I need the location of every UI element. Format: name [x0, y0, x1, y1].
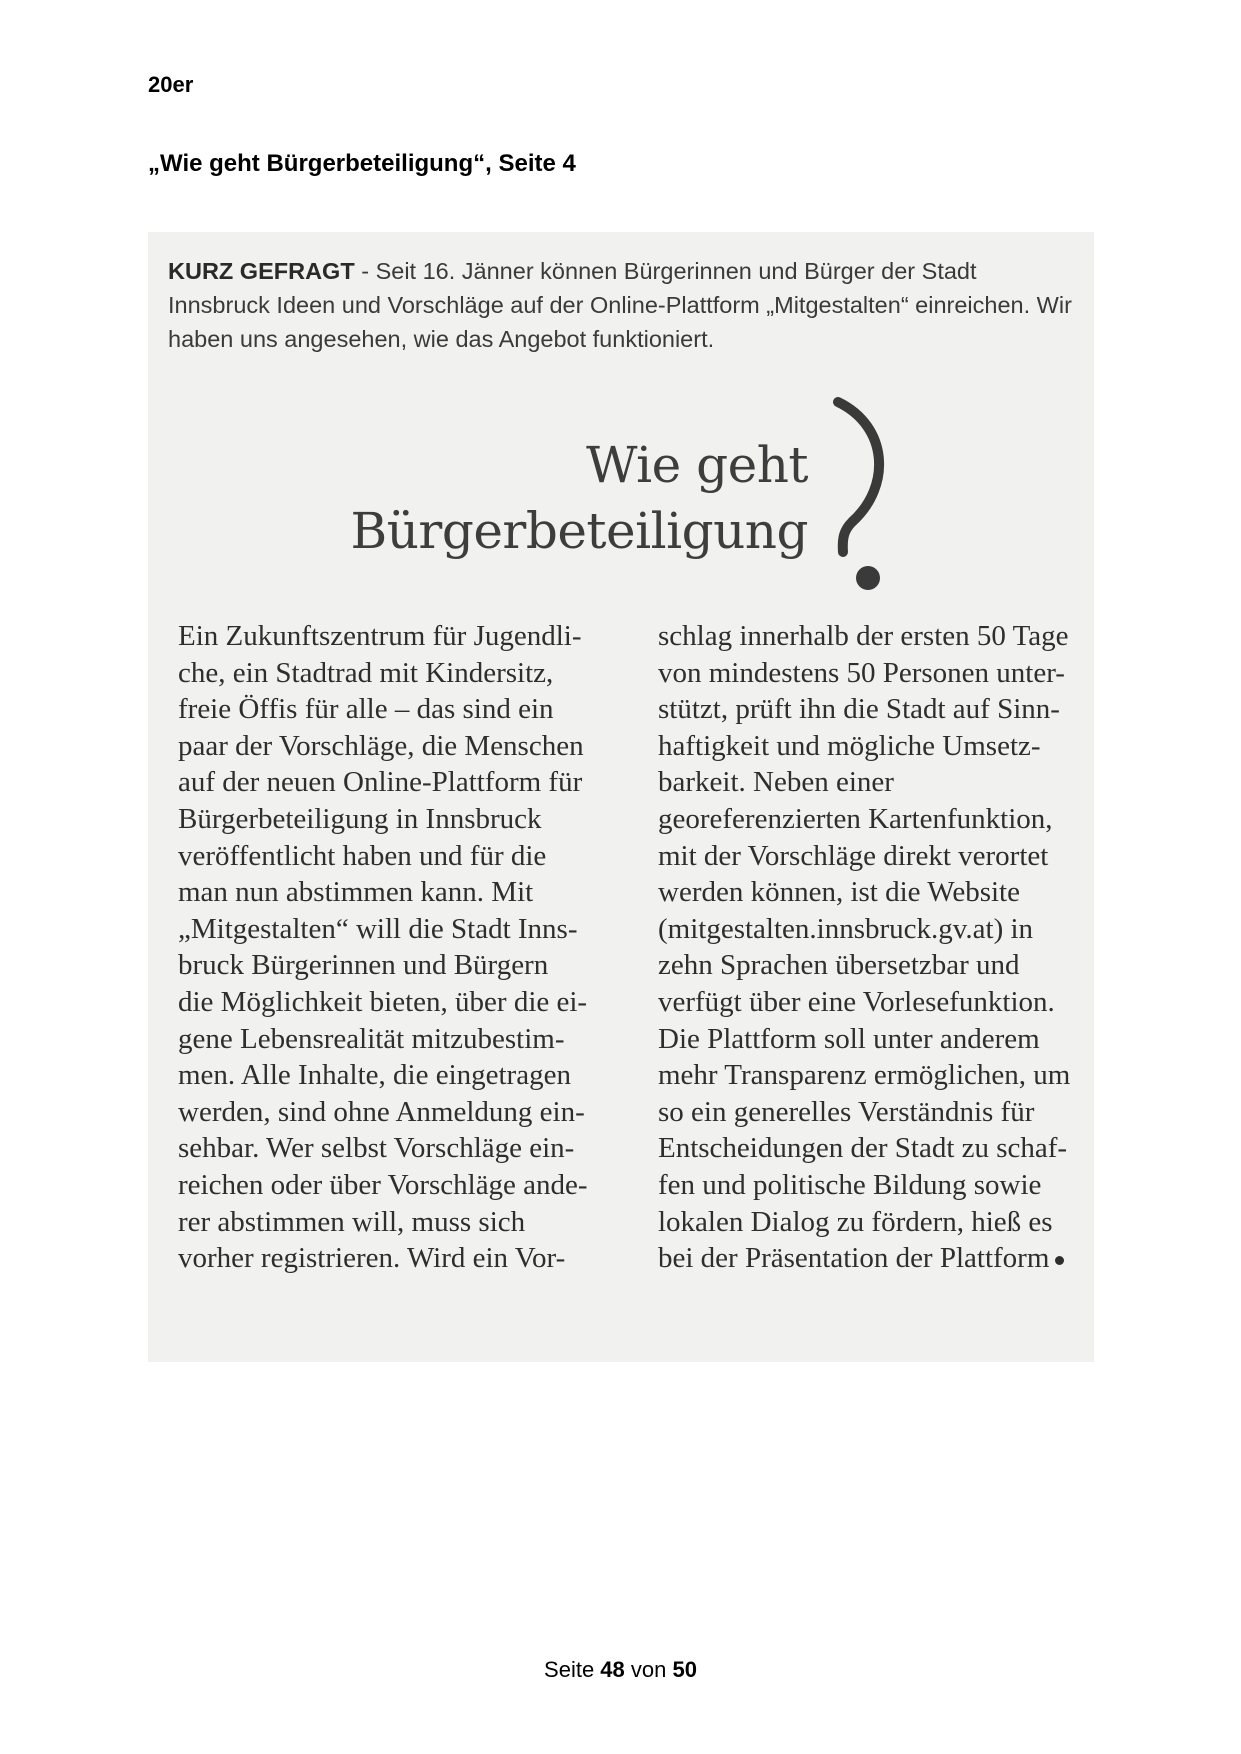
page-footer — [0, 1657, 1241, 1683]
article-column-2 — [658, 618, 1088, 1277]
article-kicker: KURZ GEFRAGT — [168, 258, 355, 284]
document-source-label: 20er — [148, 72, 194, 97]
article-body — [178, 618, 1088, 1277]
footer-middle: von — [624, 1657, 673, 1682]
footer-page-number: 48 — [600, 1657, 625, 1682]
footer-page-total: 50 — [672, 1657, 697, 1682]
document-title: „Wie geht Bürgerbeteiligung“, Seite 4 — [148, 150, 576, 177]
end-mark-icon — [1055, 1256, 1064, 1265]
question-mark-icon — [776, 382, 916, 632]
article-lead — [168, 254, 1078, 356]
article-headline — [248, 432, 808, 564]
headline-line-1: Wie geht — [586, 436, 808, 494]
article-lead-text: - Seit 16. Jänner können Bürgerinnen und Bürger der Stadt Innsbruck Ideen und Vorschläge auf der Online-Plattform „Mitgestalten“ einreichen. Wir haben uns angesehen, wie das Angebot funktioniert. — [168, 258, 1072, 352]
newspaper-clipping — [148, 232, 1094, 1362]
footer-prefix: Seite — [544, 1657, 601, 1682]
article-column-2-text: schlag innerhalb der ersten 50 Tage von mindestens 50 Personen unter- stützt, prüft ihn die Stadt auf Sinn- haftigkeit und mögliche Umsetz- barkeit. Neben einer georeferenzierten Kartenfunktion, mit der Vorschläge direkt verortet werden können, ist die Website (mitgestalten.innsbruck.gv.at) in zehn Sprachen übersetzbar und verfügt über eine Vorlesefunktion. Die Plattform soll unter anderem mehr Transparenz ermöglichen, um so ein generelles Verständnis für Entscheidungen der Stadt zu schaf- fen und politische Bildung sowie lokalen Dialog zu fördern, hieß es bei der Präsentation der Plattform — [658, 620, 1071, 1275]
headline-line-2: Bürgerbeteiligung — [350, 502, 808, 560]
article-column-1: Ein Zukunftszentrum für Jugendli- che, ein Stadtrad mit Kindersitz, freie Öffis für alle – das sind ein paar der Vorschläge, die Menschen auf der neuen Online-Plattform für Bürgerbeteiligung in Innsbruck veröffentlicht haben und für die man nun abstimmen kann. Mit „Mitgestalten“ will die Stadt Inns- bruck Bürgerinnen und Bürgern die Möglichkeit bieten, über die ei- gene Lebensrealität mitzubestim- men. Alle Inhalte, die eingetragen werden, sind ohne Anmeldung ein- sehbar. Wer selbst Vorschläge ein- reichen oder über Vorschläge ande- rer abstimmen will, muss sich vorher registrieren. Wird ein Vor- — [178, 620, 588, 1275]
